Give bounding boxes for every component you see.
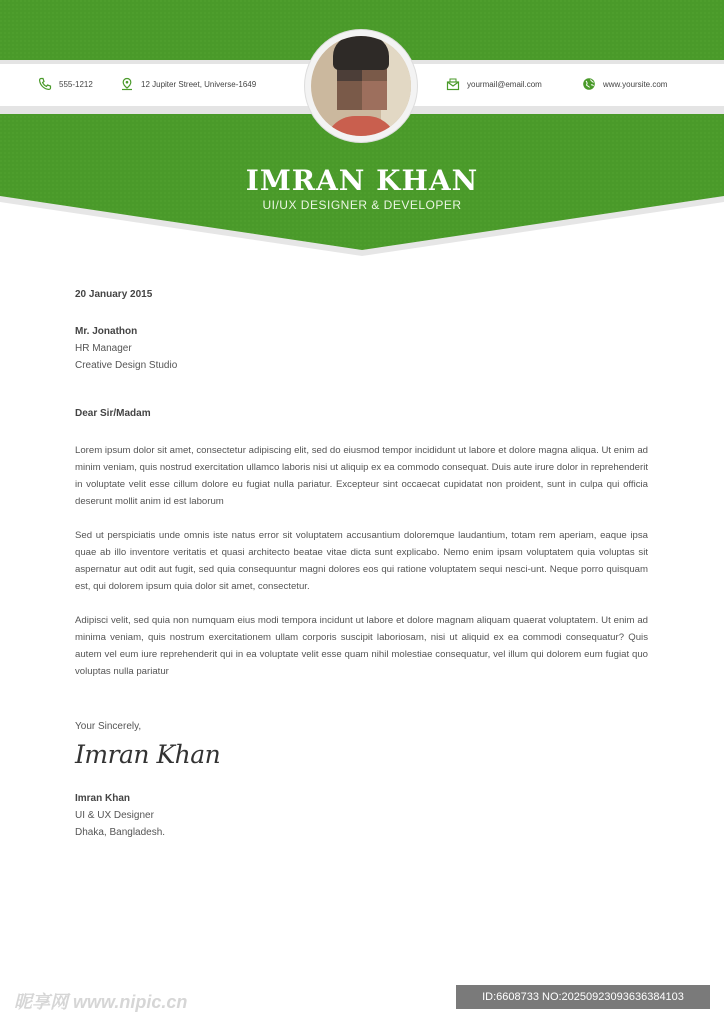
recipient-company: Creative Design Studio [75,360,178,371]
watermark-site: 昵享网 www.nipic.cn [14,992,188,1012]
watermark-id: ID:6608733 NO:20250923093636384103 [456,985,710,1009]
recipient-name: Mr. Jonathon [75,326,138,337]
sender-name: Imran Khan [75,793,131,804]
contact-website-text: www.yoursite.com [603,79,668,89]
recipient-title: HR Manager [75,343,132,354]
mail-icon [446,77,460,91]
body-paragraph-3: Adipisci velit, sed quia non numquam eius modi tempora incidunt ut labore et dolore magnam aliquam quaerat voluptatem. Ut enim ad minima veniam, quis nostrum exercitationem ullam corporis suscipit laboriosam, nisi ut aliquid ex ea commodi consequatur? Quis autem vel eum iure reprehenderit qui in ea voluptate velit esse quam nihil molestiae consequatur, vel illum qui dolorem eum fugiat quo voluptas nulla pariatur [75,615,648,677]
contact-email-text: yourmail@email.com [467,79,542,89]
candidate-name: IMRAN KHAN [245,164,479,197]
body-paragraph-1: Lorem ipsum dolor sit amet, consectetur adipiscing elit, sed do eiusmod tempor incididunt ut labore et dolore magna aliqua. Ut enim ad minim veniam, quis nostrud exercitation ullamco laboris nisi ut aliquip ex ea commodo consequat. Duis aute irure dolor in reprehenderit in voluptate velit esse cillum dolore eu fugiat nulla pariatur. Excepteur sint occaecat cupidatat non proident, sunt in culpa qui officia deserunt mollit anim id est laborum [75,445,648,507]
sender-location: Dhaka, Bangladesh. [75,827,166,838]
sender-title: UI & UX Designer [75,810,154,821]
contact-address [120,77,256,91]
contact-email[interactable] [446,77,542,91]
location-icon [120,77,134,91]
closing: Your Sincerely, [75,721,142,732]
contact-phone-text: 555-1212 [59,79,93,89]
sender-block [75,790,165,841]
recipient-block [75,323,177,374]
contact-phone[interactable] [38,77,93,91]
salutation: Dear Sir/Madam [75,408,151,419]
signature: Imran Khan [75,740,221,769]
body-paragraph-2: Sed ut perspiciatis unde omnis iste natus error sit voluptatem accusantium doloremque laudantium, totam rem aperiam, eaque ipsa quae ab illo inventore veritatis et quasi architecto beatae vitae dicta sunt explicabo. Nemo enim ipsam voluptatem quia voluptas sit aspernatur aut odit aut fugit, sed quia consequuntur magni dolores eos qui ratione voluptatem sequi nesci-unt. Neque porro quisquam est, qui dolorem ipsum quia dolor sit amet, consectetur. [75,530,648,592]
globe-icon [582,77,596,91]
contact-website[interactable] [582,77,667,91]
candidate-role: UI/UX DESIGNER & DEVELOPER [262,198,462,212]
letter-date: 20 January 2015 [75,289,153,300]
avatar [311,36,411,136]
contact-address-text: 12 Jupiter Street, Universe-1649 [141,79,257,89]
phone-icon [38,77,52,91]
